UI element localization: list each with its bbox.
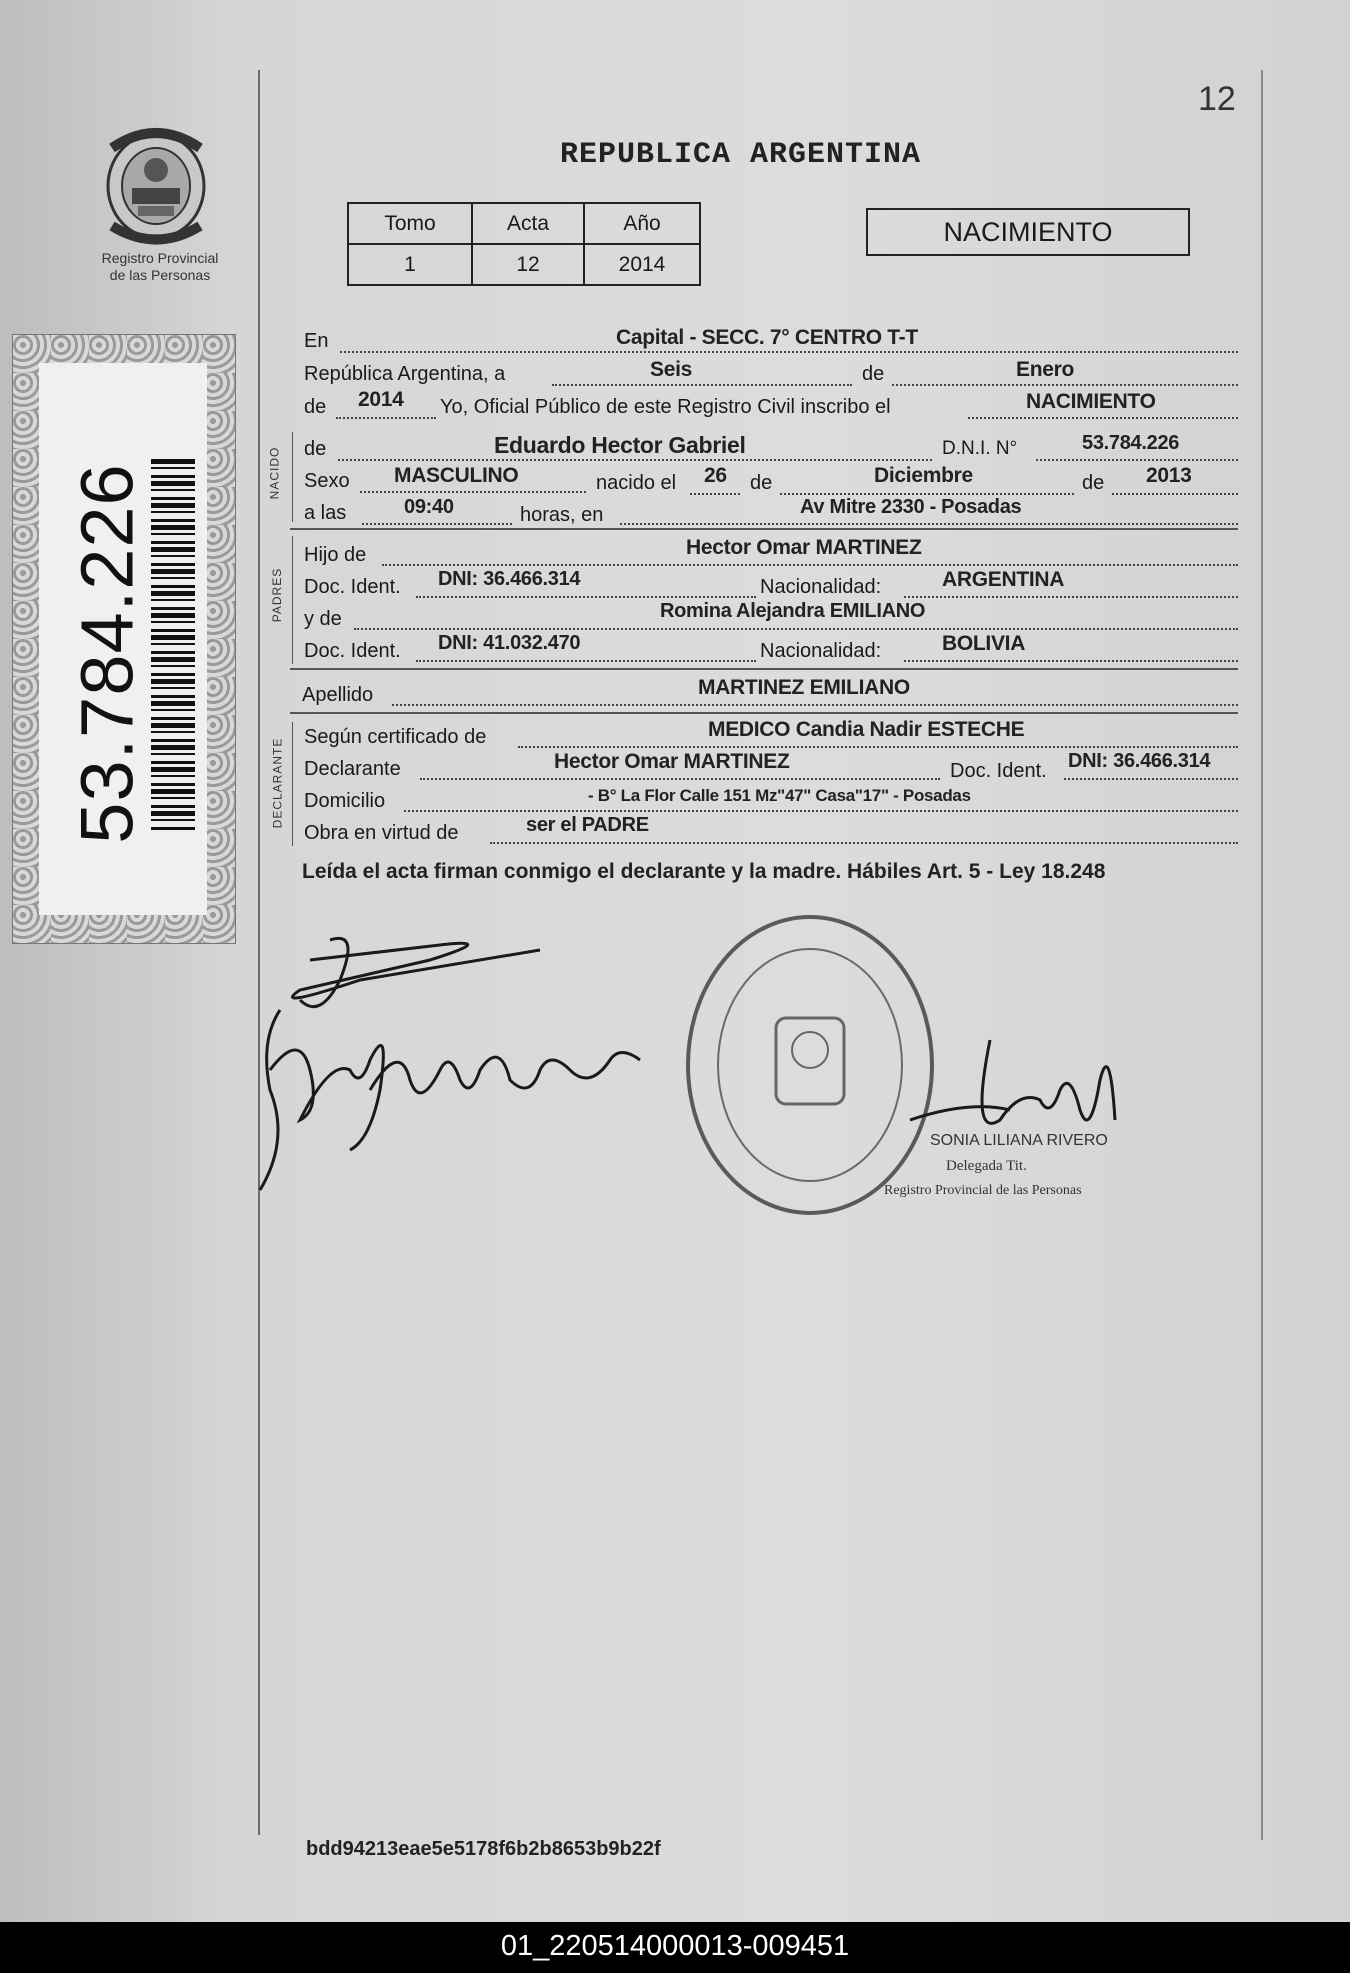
dotted-line (416, 596, 756, 598)
dotted-line (1036, 459, 1238, 461)
section-rule (292, 536, 293, 664)
inscribe-value: NACIMIENTO (1026, 390, 1156, 413)
registry-caption-line: de las Personas (109, 267, 211, 283)
dotted-line (360, 491, 586, 493)
time-value: 09:40 (404, 496, 454, 518)
statement-text: Yo, Oficial Público de este Registro Civil inscribo el (440, 396, 891, 418)
declarante-value: Hector Omar MARTINEZ (554, 750, 790, 773)
registry-caption (80, 250, 240, 284)
doc-ident-label: Doc. Ident. (304, 640, 401, 662)
sexo-value: MASCULINO (394, 464, 519, 487)
nacido-label: nacido el (596, 472, 677, 494)
reference-header-row (348, 203, 700, 244)
apellido-value: MARTINEZ EMILIANO (698, 676, 910, 699)
declarante-doc-value: DNI: 36.466.314 (1068, 750, 1211, 772)
document-title: REPUBLICA ARGENTINA (560, 138, 922, 172)
official-office: Registro Provincial de las Personas (884, 1183, 1082, 1198)
reference-value-tomo: 1 (348, 244, 472, 285)
apellido-label: Apellido (302, 684, 374, 706)
hijo-label: Hijo de (304, 544, 367, 566)
certificado-value: MEDICO Candia Nadir ESTECHE (708, 718, 1025, 741)
dotted-line (382, 564, 1238, 566)
father-doc-value: DNI: 36.466.314 (438, 568, 581, 590)
de-label: de (304, 438, 327, 460)
section-rule (292, 432, 293, 522)
barcode-number: 53.784.226 (65, 463, 149, 844)
birth-month-value: Diciembre (874, 464, 973, 487)
father-name-value: Hector Omar MARTINEZ (686, 536, 922, 559)
section-divider (290, 528, 1238, 530)
republica-label: República Argentina, a (304, 363, 506, 385)
dotted-line (1112, 493, 1238, 495)
official-role: Delegada Tit. (946, 1158, 1027, 1174)
de-label: de (1082, 472, 1105, 494)
mother-name-value: Romina Alejandra EMILIANO (660, 600, 926, 622)
reference-header-tomo: Tomo (348, 203, 472, 244)
section-rule (292, 722, 293, 846)
barcode-icon (151, 459, 195, 831)
declarante-label: Declarante (304, 758, 401, 780)
dotted-line (362, 523, 512, 525)
right-margin-rule (1261, 70, 1263, 1840)
month-value: Enero (1016, 358, 1075, 381)
dotted-line (416, 660, 756, 662)
nacionalidad-label: Nacionalidad: (760, 576, 882, 598)
domicilio-value: - B° La Flor Calle 151 Mz"47" Casa"17" - Posadas (588, 786, 971, 805)
dotted-line (1064, 778, 1238, 780)
birth-place-value: Av Mitre 2330 - Posadas (800, 496, 1022, 518)
dotted-line (552, 384, 852, 386)
name-value: Eduardo Hector Gabriel (494, 432, 746, 458)
dotted-line (354, 628, 1238, 630)
reference-header-acta: Acta (472, 203, 584, 244)
de-label: de (862, 363, 885, 385)
doc-ident-label: Doc. Ident. (950, 760, 1047, 782)
province-crest-logo (98, 118, 214, 248)
de-label: de (304, 396, 327, 418)
location-value: Capital - SECC. 7° CENTRO T-T (616, 326, 918, 349)
registry-caption-line: Registro Provincial (101, 250, 219, 266)
record-type-box: NACIMIENTO (866, 208, 1190, 256)
nacido-section-tag: NACIDO (267, 446, 282, 500)
reference-header-ano: Año (584, 203, 700, 244)
sexo-label: Sexo (304, 470, 350, 492)
mother-nationality-value: BOLIVIA (942, 632, 1026, 655)
day-value: Seis (650, 358, 692, 381)
horas-label: horas, en (520, 504, 604, 526)
barcode-panel (12, 334, 236, 944)
section-divider (290, 668, 1238, 670)
footer-bar (0, 1922, 1350, 1973)
birth-year-value: 2013 (1146, 464, 1192, 487)
certificado-label: Según certificado de (304, 726, 487, 748)
dotted-line (904, 596, 1238, 598)
section-divider (290, 712, 1238, 714)
dni-value: 53.784.226 (1082, 432, 1180, 454)
reference-table (347, 202, 701, 286)
reference-value-row (348, 244, 700, 285)
reference-value-ano: 2014 (584, 244, 700, 285)
de-label: de (750, 472, 773, 494)
dotted-line (336, 417, 436, 419)
closing-statement: Leída el acta firman conmigo el declarante y la madre. Hábiles Art. 5 - Ley 18.248 (302, 860, 1106, 883)
dotted-line (404, 810, 1238, 812)
alas-label: a las (304, 502, 347, 524)
domicilio-label: Domicilio (304, 790, 386, 812)
dotted-line (490, 842, 1238, 844)
dotted-line (620, 523, 1238, 525)
dotted-line (690, 493, 740, 495)
doc-ident-label: Doc. Ident. (304, 576, 401, 598)
signatures-image (240, 920, 700, 1200)
document-hash: bdd94213eae5e5178f6b2b8653b9b22f (306, 1838, 661, 1860)
declarante-section-tag: DECLARANTE (270, 737, 285, 829)
mother-doc-value: DNI: 41.032.470 (438, 632, 581, 654)
dotted-line (904, 660, 1238, 662)
dotted-line (392, 704, 1238, 706)
dotted-line (420, 778, 940, 780)
birth-day-value: 26 (704, 464, 727, 487)
dotted-line (780, 493, 1074, 495)
dotted-line (892, 384, 1238, 386)
page-number: 12 (1198, 80, 1236, 118)
barcode-label (39, 363, 207, 915)
padres-section-tag: PADRES (270, 567, 285, 623)
en-label: En (304, 330, 329, 352)
dotted-line (338, 459, 932, 461)
dotted-line (340, 351, 1238, 353)
year-value: 2014 (358, 388, 404, 411)
official-name: SONIA LILIANA RIVERO (930, 1132, 1108, 1149)
dotted-line (518, 746, 1238, 748)
obra-value: ser el PADRE (526, 814, 649, 836)
obra-label: Obra en virtud de (304, 822, 459, 844)
footer-id: 01_220514000013-009451 (500, 1930, 850, 1962)
reference-value-acta: 12 (472, 244, 584, 285)
father-nationality-value: ARGENTINA (942, 568, 1065, 591)
nacionalidad-label: Nacionalidad: (760, 640, 882, 662)
dotted-line (968, 417, 1238, 419)
dni-label: D.N.I. N° (942, 438, 1018, 459)
yde-label: y de (304, 608, 342, 630)
